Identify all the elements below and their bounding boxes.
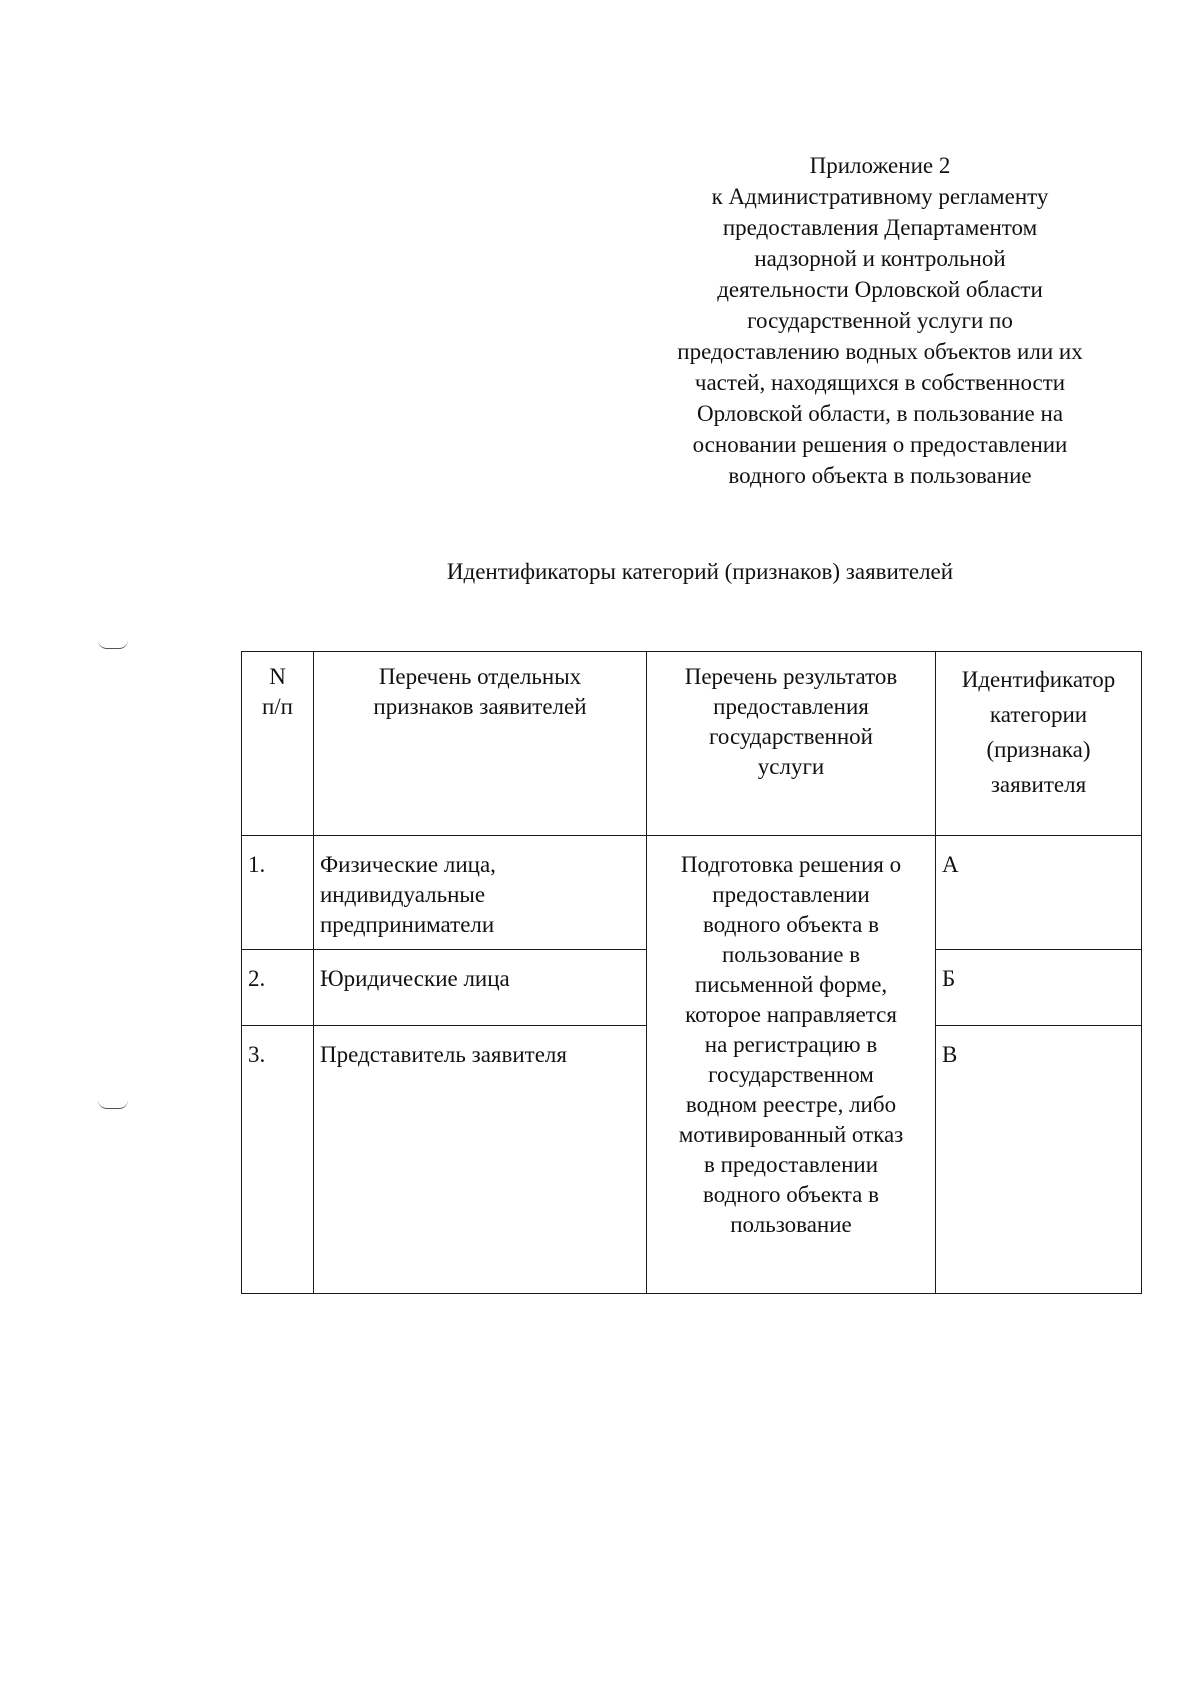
- table-row: [242, 836, 1142, 950]
- table-header-row: [242, 652, 1142, 836]
- appendix-line: надзорной и контрольной: [754, 246, 1006, 271]
- header-results: Перечень результатов предоставления государственной услуги: [647, 652, 936, 836]
- document-title: Идентификаторы категорий (признаков) заявителей: [446, 559, 954, 584]
- appendix-line: государственной услуги по: [747, 308, 1013, 333]
- result-cell: Подготовка решения о предоставлении водного объекта в пользование в письменной форме, которое направляется на регистрацию в государственном водном реестре, либо мотивированный отказ в предоставлении водного объекта в пользование: [647, 836, 936, 1294]
- appendix-line: Орловской области, в пользование на: [696, 401, 1064, 426]
- scan-mark: [98, 1100, 128, 1109]
- row-number: 3.: [242, 1026, 314, 1294]
- appendix-line: частей, находящихся в собственности: [694, 370, 1066, 395]
- identifiers-table: [241, 651, 1142, 1294]
- appendix-line: деятельности Орловской области: [717, 277, 1043, 302]
- row-feature: Юридические лица: [314, 950, 647, 1026]
- appendix-line: основании решения о предоставлении: [692, 432, 1068, 457]
- appendix-line: предоставлению водных объектов или их: [677, 339, 1083, 364]
- appendix-header: [630, 150, 1130, 491]
- row-number: 2.: [242, 950, 314, 1026]
- row-number: 1.: [242, 836, 314, 950]
- appendix-line: предоставления Департаментом: [722, 215, 1038, 240]
- appendix-line: водного объекта в пользование: [728, 463, 1032, 488]
- row-identifier: А: [936, 836, 1142, 950]
- row-identifier: В: [936, 1026, 1142, 1294]
- row-feature: Физические лица, индивидуальные предприниматели: [314, 836, 647, 950]
- header-features: Перечень отдельных признаков заявителей: [314, 652, 647, 836]
- appendix-line: к Административному регламенту: [711, 184, 1049, 209]
- scan-mark: [98, 640, 128, 649]
- row-identifier: Б: [936, 950, 1142, 1026]
- appendix-line: Приложение 2: [809, 153, 951, 178]
- header-identifier: Идентификатор категории (признака) заявителя: [936, 652, 1142, 836]
- header-number: N п/п: [242, 652, 314, 836]
- row-feature: Представитель заявителя: [314, 1026, 647, 1294]
